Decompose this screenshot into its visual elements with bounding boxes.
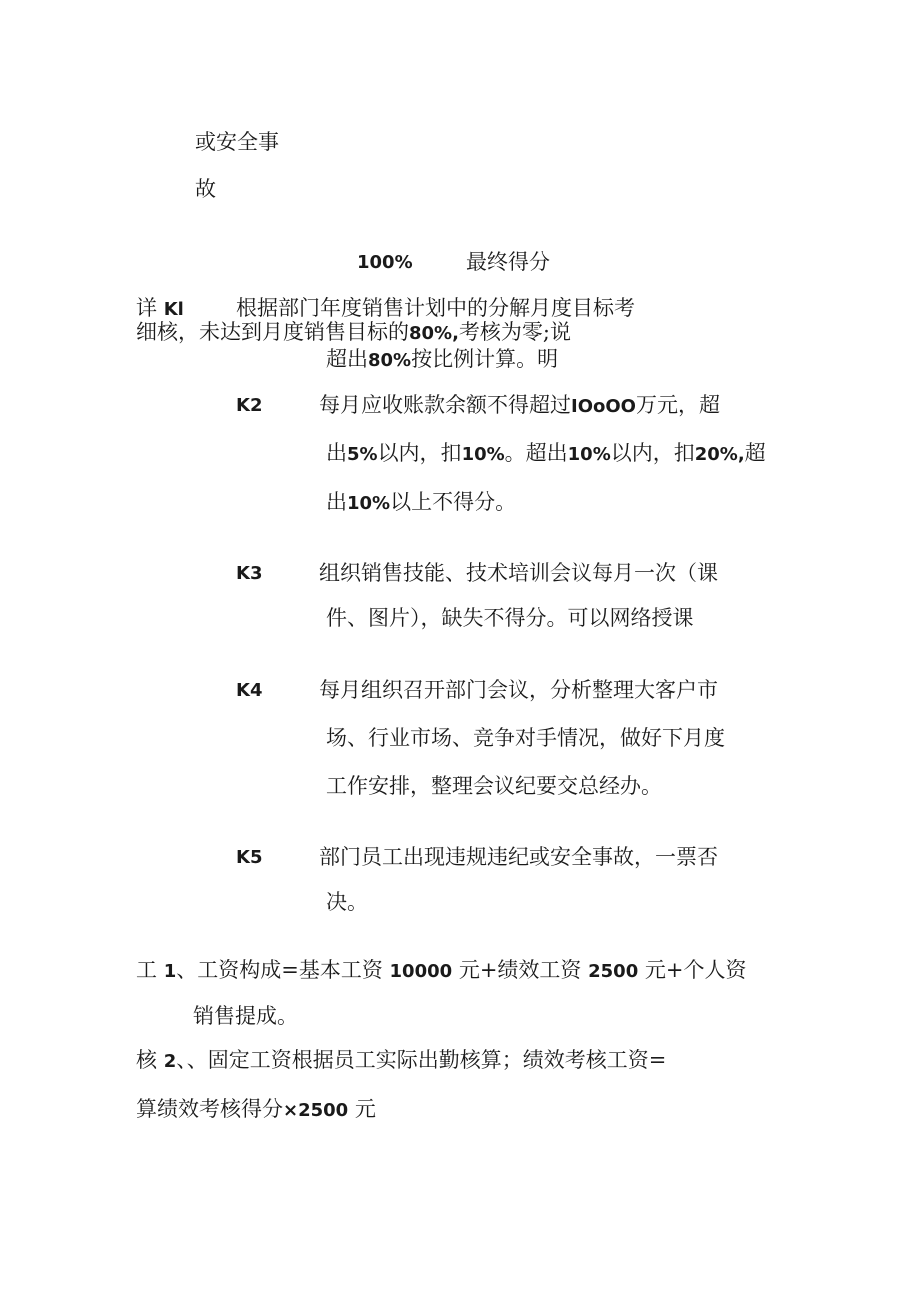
k2-line-3 <box>326 490 516 515</box>
k1-line-2-a: 细核，未达到月度销售目标的 <box>136 320 409 344</box>
k2-line-2 <box>326 441 766 466</box>
k2-line-2-f: 10% <box>567 444 611 465</box>
k1-side-label <box>136 296 184 321</box>
k2-line-2-e: 。超出 <box>504 441 568 465</box>
k5-line-1: 部门员工出现违规违纪或安全事故，一票否 <box>319 845 718 869</box>
k2-line-2-b: 5% <box>347 444 378 465</box>
k2-line-2-a: 出 <box>326 441 347 465</box>
fragment-line-2: 故 <box>195 177 216 201</box>
k2-line-1-b: IOoOO <box>571 396 636 417</box>
k1-side-char: 详 <box>136 296 157 320</box>
salary-p1-a: 、工资构成=基本工资 <box>176 958 383 982</box>
k1-line-1: 根据部门年度销售计划中的分解月度目标考 <box>236 296 635 320</box>
k5-code: K5 <box>236 847 263 868</box>
k2-line-1-a: 每月应收账款余额不得超过 <box>319 393 571 417</box>
salary-p1-b: 10000 <box>389 961 453 982</box>
k4-line-3: 工作安排，整理会议纪要交总经办。 <box>326 774 662 798</box>
salary-p3-a: 算绩效考核得分 <box>136 1097 283 1121</box>
salary-line-3 <box>136 1048 666 1073</box>
k4-line-2: 场、行业市场、竞争对手情况，做好下月度 <box>326 726 725 750</box>
k3-line-1: 组织销售技能、技术培训会议每月一次（课 <box>319 561 718 585</box>
k1-line-3 <box>326 347 558 372</box>
k3-code: K3 <box>236 563 263 584</box>
k3-line-2: 件、图片），缺失不得分。可以网络授课 <box>326 606 694 630</box>
k2-code: K2 <box>236 395 263 416</box>
k4-code: K4 <box>236 680 263 701</box>
k2-line-2-c: 以内，扣 <box>377 441 462 465</box>
salary-side-1: 工 <box>136 958 157 982</box>
k1-line-2-b: 80%, <box>409 323 459 344</box>
salary-num-1: 1 <box>163 961 177 982</box>
salary-line-2: 销售提成。 <box>193 1004 298 1028</box>
salary-p3-c: 元 <box>354 1097 376 1121</box>
salary-num-2: 2 <box>163 1051 177 1072</box>
k4-line-1: 每月组织召开部门会议，分析整理大客户市 <box>319 678 718 702</box>
fragment-line-1: 或安全事 <box>195 130 279 154</box>
k2-line-2-g: 以内，扣 <box>610 441 695 465</box>
score-weight: 100% <box>357 252 413 273</box>
salary-p1-e: 元+个人资 <box>644 958 747 982</box>
k2-line-2-d: 10% <box>461 444 505 465</box>
k1-code: Kl <box>163 299 184 320</box>
k5-line-2: 决。 <box>326 890 368 914</box>
k1-line-2-c: 考核为零;说 <box>458 320 571 344</box>
salary-p1-d: 2500 <box>588 961 639 982</box>
k1-line-3-a: 超出 <box>326 347 368 371</box>
k2-line-3-a: 出 <box>326 490 347 514</box>
k1-line-3-b: 80% <box>368 350 412 371</box>
salary-line-1 <box>136 958 747 983</box>
salary-line-4 <box>136 1097 376 1122</box>
k2-line-1 <box>319 393 720 418</box>
salary-p3-b: ×2500 <box>283 1100 349 1121</box>
k2-line-3-b: 10% <box>347 493 391 514</box>
k1-line-3-c: 按比例计算。明 <box>411 347 559 371</box>
score-label: 最终得分 <box>466 250 550 274</box>
k2-line-2-h: 20%, <box>694 444 745 465</box>
k2-line-1-c: 万元，超 <box>635 393 720 417</box>
k2-line-3-c: 以上不得分。 <box>390 490 517 514</box>
k1-line-2 <box>136 320 571 345</box>
salary-side-2: 核 <box>136 1048 157 1072</box>
salary-p2-a: 、、固定工资根据员工实际出勤核算；绩效考核工资= <box>176 1048 667 1072</box>
salary-p1-c: 元+绩效工资 <box>458 958 582 982</box>
k2-line-2-i: 超 <box>744 441 766 465</box>
